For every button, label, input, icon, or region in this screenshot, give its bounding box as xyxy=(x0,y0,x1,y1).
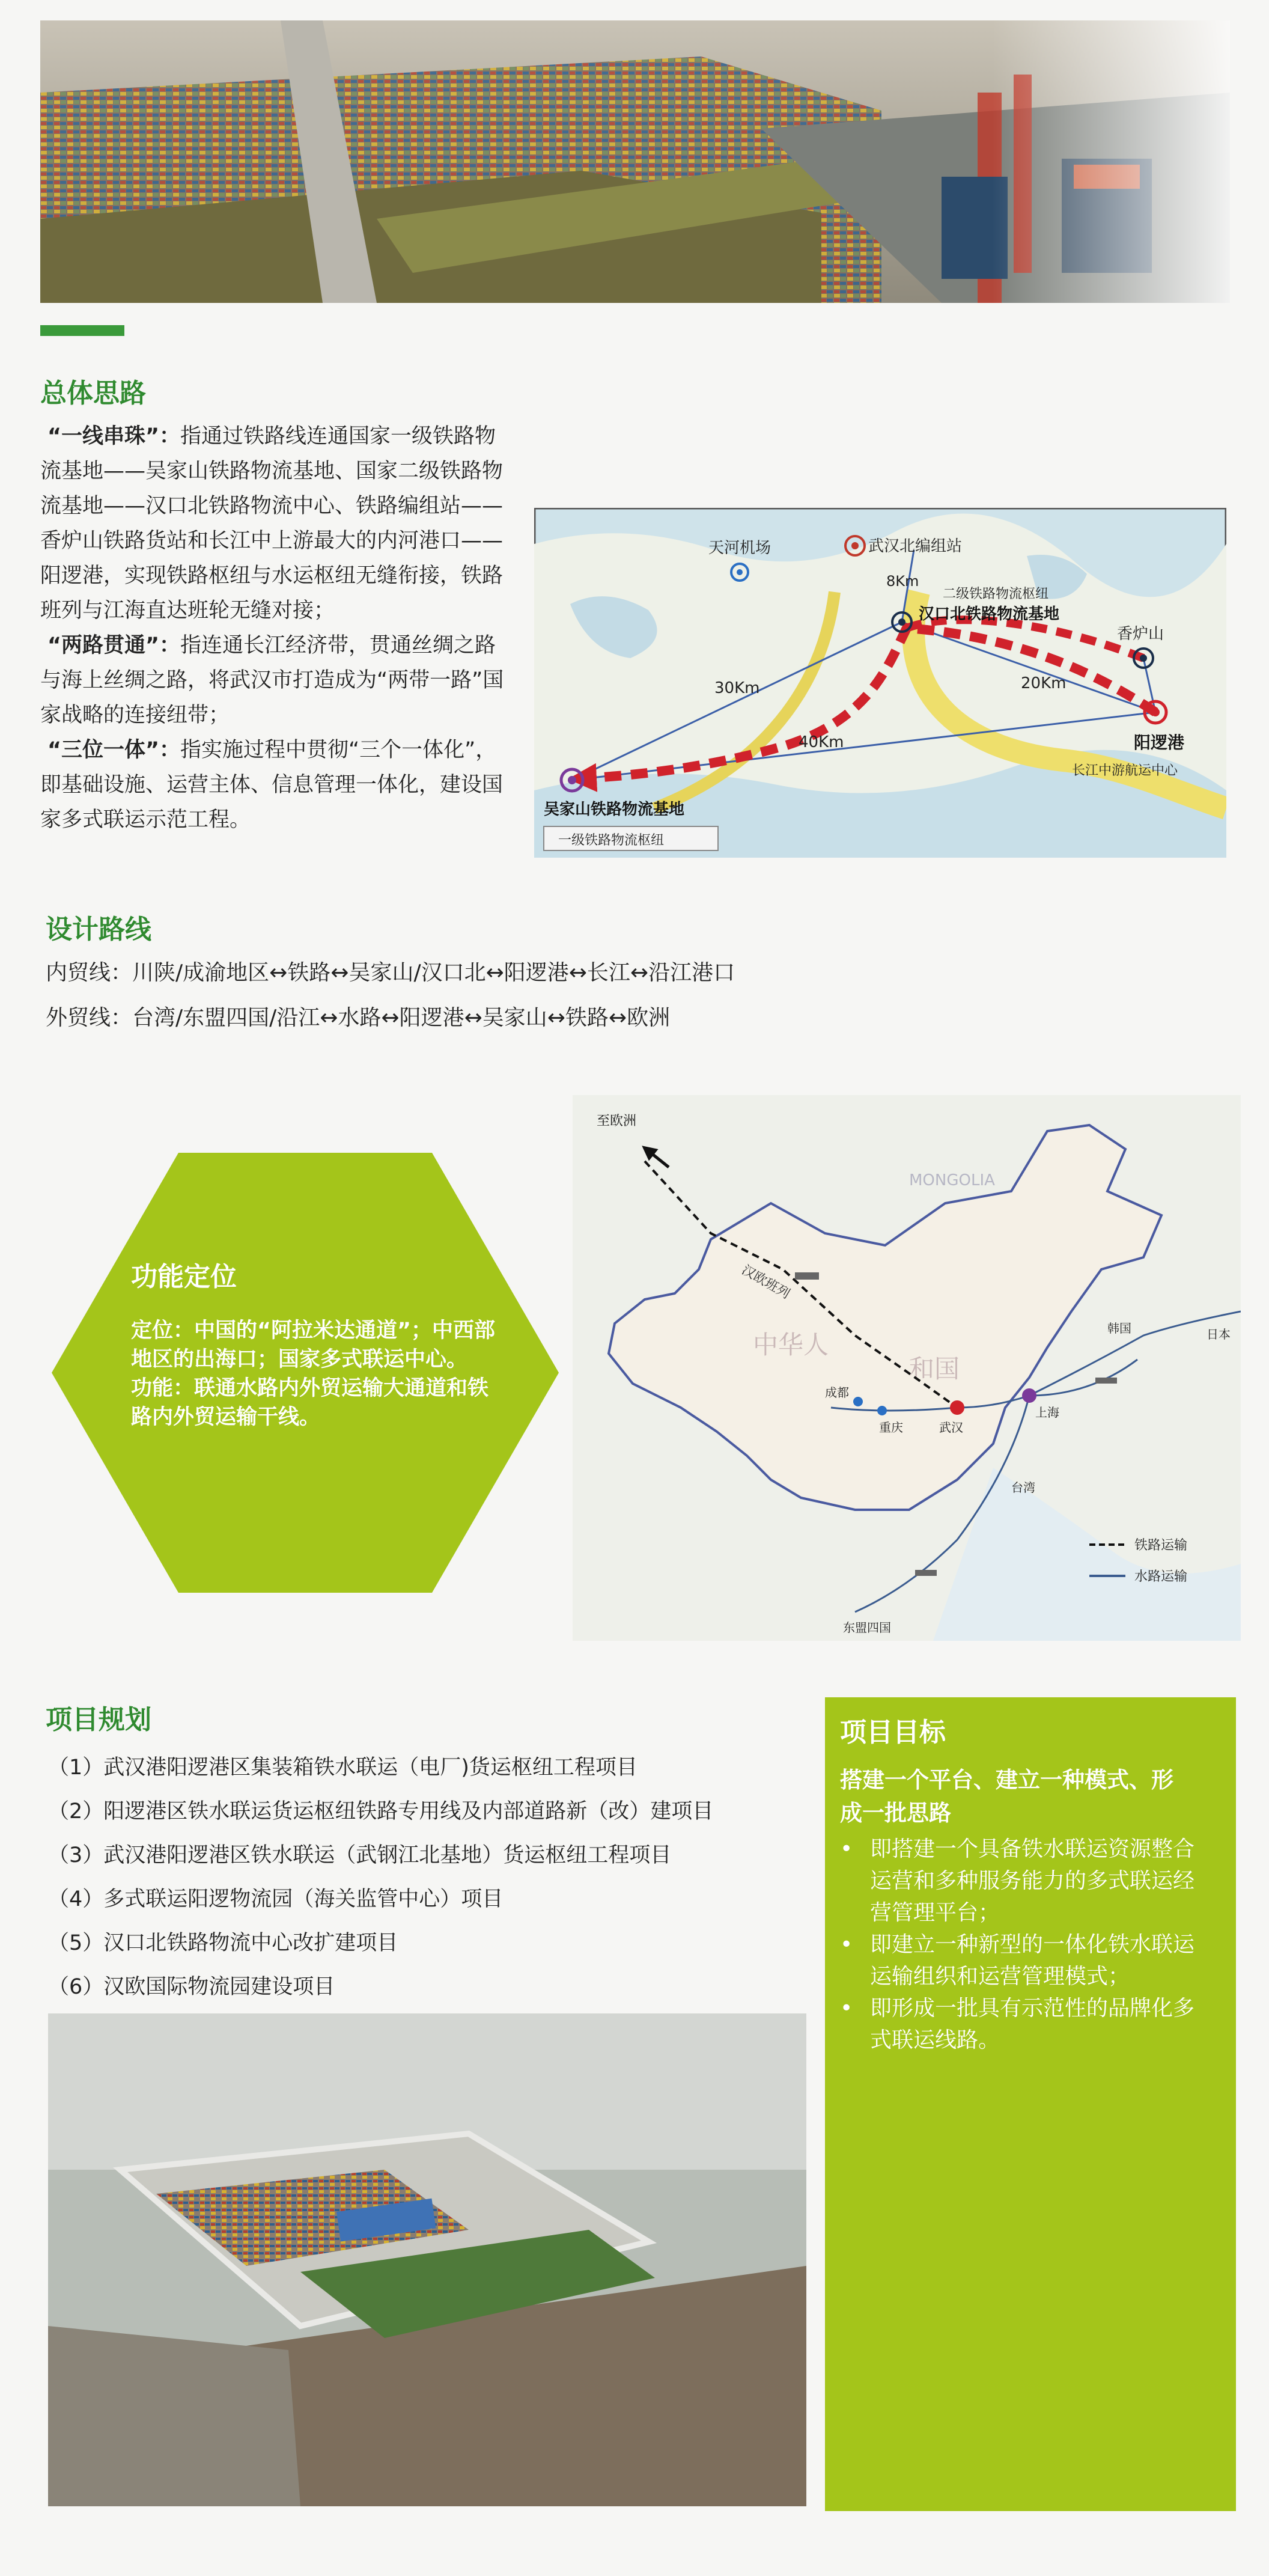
label-wujiashan: 吴家山铁路物流基地 xyxy=(544,801,685,819)
section-accent-bar xyxy=(40,325,124,336)
label-wuhan: 武汉 xyxy=(939,1420,963,1435)
goal-item xyxy=(840,1929,1207,1992)
label-korea: 韩国 xyxy=(1107,1321,1131,1335)
bullet: • xyxy=(840,1932,853,1957)
label-wuhanbei: 武汉北编组站 xyxy=(868,537,963,555)
goal-item xyxy=(840,1992,1207,2056)
plan-list xyxy=(48,1746,817,2009)
term-one: “一线串珠”： xyxy=(47,424,181,448)
label-mongolia: MONGOLIA xyxy=(909,1171,995,1189)
label-asean: 东盟四国 xyxy=(843,1620,891,1635)
route-map xyxy=(534,508,1226,858)
aerial-photo xyxy=(48,2013,806,2506)
function-hexagon xyxy=(52,1153,559,1593)
paragraph-three-text: 指实施过程中贯彻“三个一体化”，即基础设施、运营主体、信息管理一体化，建设国家多式联运示范工程。 xyxy=(40,738,504,832)
plan-item: （1）武汉港阳逻港区集装箱铁水联运（电厂)货运枢纽工程项目 xyxy=(48,1756,638,1780)
plan-item: （3）武汉港阳逻港区铁水联运（武钢江北基地）货运枢纽工程项目 xyxy=(48,1843,672,1867)
legend-rail: 铁路运输 xyxy=(1134,1538,1188,1553)
label-40km: 40Km xyxy=(799,733,844,751)
goals-list xyxy=(840,1833,1207,2056)
label-hankoubei: 汉口北铁路物流基地 xyxy=(919,605,1060,623)
label-yangluo: 阳逻港 xyxy=(1134,733,1185,752)
bullet: • xyxy=(840,1837,853,1861)
bullet: • xyxy=(840,1996,853,2021)
label-xianglushan: 香炉山 xyxy=(1117,625,1164,643)
term-two: “两路贯通”： xyxy=(47,633,181,658)
function-text xyxy=(131,1316,498,1432)
label-china-a: 中华人 xyxy=(753,1330,829,1360)
goals-subtitle: 搭建一个平台、建立一种模式、形成一批思路 xyxy=(840,1767,1173,1826)
goal-text: 即搭建一个具备铁水联运资源整合运营和多种服务能力的多式联运经营管理平台； xyxy=(870,1837,1195,1925)
paragraph-three xyxy=(40,733,515,837)
term-three: “三位一体”： xyxy=(47,738,181,762)
label-chongqing: 重庆 xyxy=(879,1420,903,1435)
label-level1: 一级铁路物流枢纽 xyxy=(558,833,665,848)
design-line-foreign: 外贸线：台湾/东盟四国/沿江↔水路↔阳逻港↔吴家山↔铁路↔欧洲 xyxy=(46,1006,671,1030)
dot-chengdu xyxy=(853,1397,863,1406)
function-title: 功能定位 xyxy=(131,1262,237,1292)
function-positioning: 定位：中国的“阿拉米达通道”；中西部地区的出海口；国家多式联运中心。 xyxy=(131,1319,496,1372)
label-20km: 20Km xyxy=(1021,674,1067,692)
label-china-b: 和国 xyxy=(909,1354,960,1384)
label-8km: 8Km xyxy=(886,573,919,590)
plan-item: （4）多式联运阳逻物流园（海关监管中心）项目 xyxy=(48,1887,504,1911)
china-route-map xyxy=(573,1095,1241,1641)
label-level2: 二级铁路物流枢纽 xyxy=(943,587,1049,602)
label-taiwan: 台湾 xyxy=(1011,1480,1035,1495)
dot-chongqing xyxy=(877,1406,887,1415)
label-30km: 30Km xyxy=(714,679,760,697)
design-line-domestic: 内贸线：川陕/成渝地区↔铁路↔吴家山/汉口北↔阳逻港↔长江↔沿江港口 xyxy=(46,960,735,985)
plan-item: （5）汉口北铁路物流中心改扩建项目 xyxy=(48,1931,398,1955)
plan-item: （2）阳逻港区铁水联运货运枢纽铁路专用线及内部道路新（改）建项目 xyxy=(48,1799,714,1824)
goal-text: 即建立一种新型的一体化铁水联运运输组织和运营管理模式； xyxy=(870,1932,1195,1989)
port-photo xyxy=(40,20,1230,303)
function-role: 功能：联通水路内外贸运输大通道和铁路内外贸运输干线。 xyxy=(131,1376,489,1429)
label-changjiang: 长江中游航运中心 xyxy=(1072,763,1178,778)
dot-shanghai xyxy=(1022,1388,1036,1403)
label-europe: 至欧洲 xyxy=(597,1114,637,1129)
label-shanghai: 上海 xyxy=(1035,1405,1059,1420)
label-japan: 日本 xyxy=(1207,1327,1231,1341)
overall-text xyxy=(40,419,515,837)
design-title: 设计路线 xyxy=(46,914,151,945)
label-chengdu: 成都 xyxy=(825,1385,849,1400)
plan-item: （6）汉欧国际物流园建设项目 xyxy=(48,1975,335,1999)
legend-water: 水路运输 xyxy=(1134,1569,1188,1584)
overall-title: 总体思路 xyxy=(40,378,146,409)
goals-panel xyxy=(825,1697,1236,2511)
paragraph-one-text: 指通过铁路线连通国家一级铁路物流基地——吴家山铁路物流基地、国家二级铁路物流基地——汉口北铁路物流中心、铁路编组站——香炉山铁路货站和长江中上游最大的内河港口——阳逻港，实现铁路枢纽与水运枢纽无缝衔接，铁路班列与江海直达班轮无缝对接； xyxy=(40,424,504,623)
goal-text: 即形成一批具有示范性的品牌化多式联运线路。 xyxy=(870,1996,1195,2053)
plan-title: 项目规划 xyxy=(46,1705,151,1735)
paragraph-two xyxy=(40,628,515,733)
label-tianhe: 天河机场 xyxy=(708,539,771,557)
dot-wuhan xyxy=(950,1400,964,1415)
goal-item xyxy=(840,1833,1207,1929)
label-hanou: 汉欧班列 xyxy=(739,1262,793,1302)
paragraph-two-text: 指连通长江经济带，贯通丝绸之路与海上丝绸之路，将武汉市打造成为“两带一路”国家战略的连接纽带； xyxy=(40,633,504,727)
goals-title: 项目目标 xyxy=(840,1717,946,1748)
paragraph-one xyxy=(40,419,515,628)
